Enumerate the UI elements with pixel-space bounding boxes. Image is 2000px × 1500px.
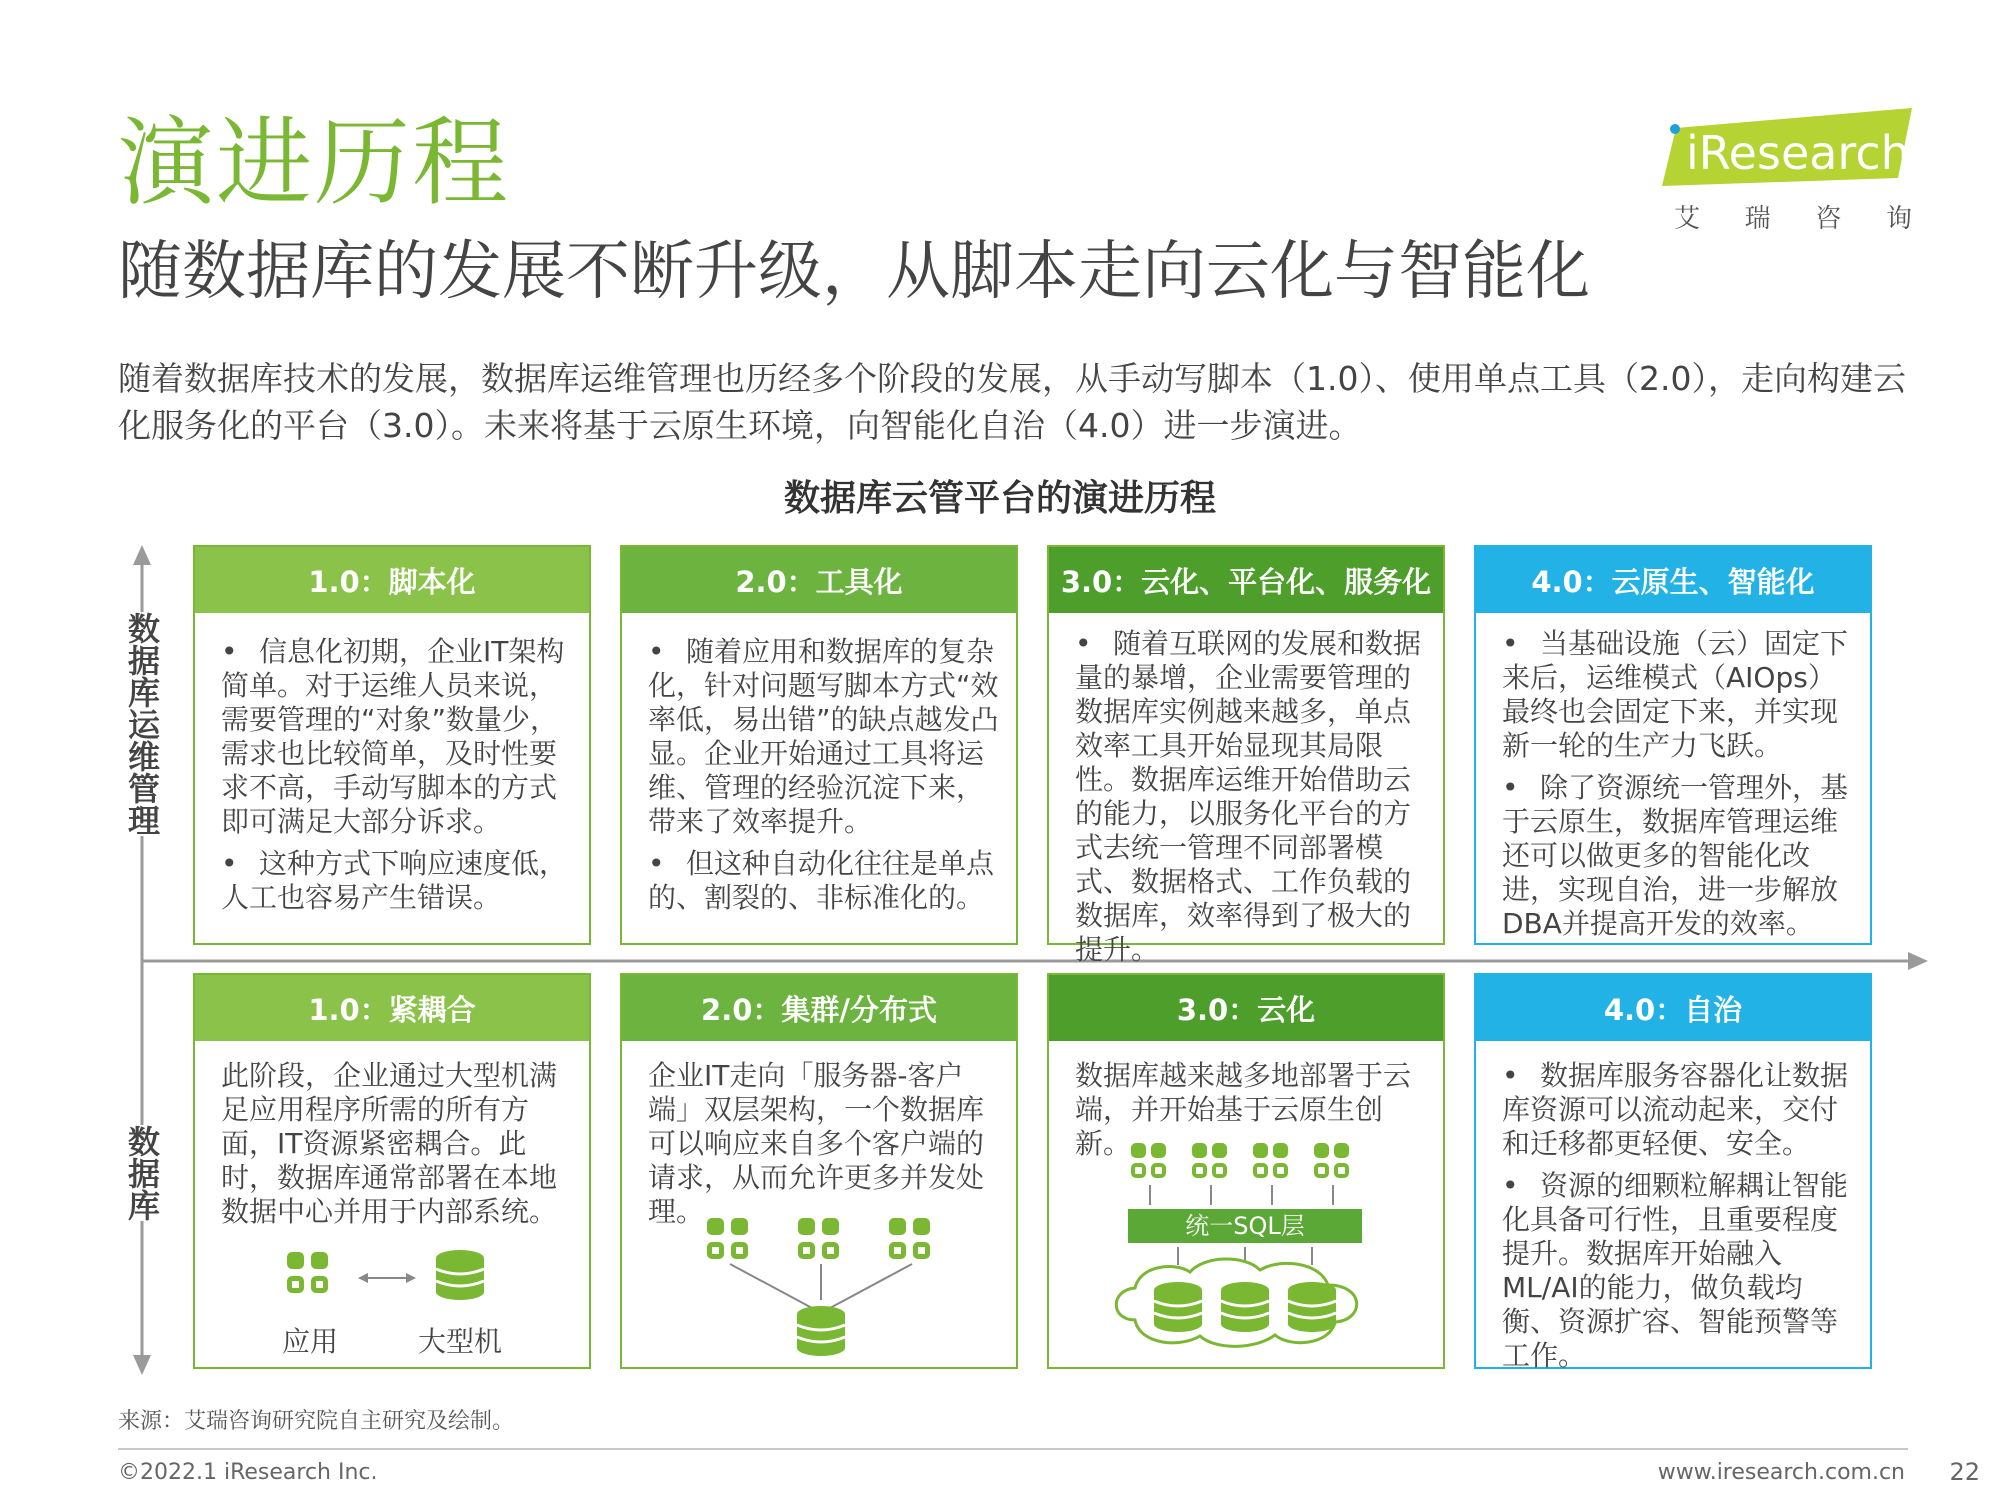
cloud-app-icon-1 (1131, 1143, 1169, 1181)
page-subtitle: 随数据库的发展不断升级，从脚本走向云化与智能化 (118, 235, 1590, 309)
sql-layer-bar: 统一SQL层 (1128, 1209, 1362, 1243)
ops-card-4-para-1: • 当基础设施（云）固定下来后，运维模式（AIOps）最终也会固定下来，并实现新一轮的生产力飞跃。 (1502, 627, 1856, 763)
cloud-app-icon-4 (1314, 1143, 1352, 1181)
db-card-4-title: 4.0：自治 (1476, 975, 1870, 1041)
client-server-lines (730, 1264, 912, 1308)
db-card-1-title: 1.0：紧耦合 (195, 975, 589, 1041)
ops-card-3-title: 3.0：云化、平台化、服务化 (1049, 547, 1443, 613)
cloud-database-icon-3 (1288, 1282, 1336, 1332)
copyright-text: ©2022.1 iResearch Inc. (118, 1460, 378, 1485)
logo-cn-char: 询 (1885, 204, 1912, 234)
cloud-database-icon-1 (1154, 1282, 1202, 1332)
cloud-app-icon-2 (1192, 1143, 1230, 1181)
db-card-3-para-1: 数据库越来越多地部署于云端，并开始基于云原生创新。 (1075, 1059, 1412, 1160)
page-number: 22 (1949, 1458, 1980, 1486)
ops-card-4-title: 4.0：云原生、智能化 (1476, 547, 1870, 613)
ops-card-3-para-1: • 随着互联网的发展和数据量的暴增，企业需要管理的数据库实例越来越多，单点效率工具开始显现其局限性。数据库运维开始借助云的能力，以服务化平台的方式去统一管理不同部署模式、数据格式、工作负载的数据库，效率得到了极大的提升。 (1075, 627, 1429, 967)
footer-divider (118, 1448, 1908, 1450)
db-card-2-title: 2.0：集群/分布式 (622, 975, 1016, 1041)
ops-card-2-para-1: • 随着应用和数据库的复杂化，针对问题写脚本方式“效率低，易出错”的缺点越发凸显。企业开始通过工具将运维、管理的经验沉淀下来，带来了效率提升。 (648, 635, 1002, 839)
db-card-2-para-1: 企业IT走向「服务器-客户端」双层架构，一个数据库可以响应来自多个客户端的请求，从而允许更多并发处理。 (648, 1059, 985, 1228)
app-mainframe-link (358, 1273, 416, 1283)
client-app-icon-3 (889, 1218, 935, 1264)
logo-brand-text: iResearch (1686, 126, 1910, 180)
mainframe-label: 大型机 (417, 1325, 502, 1358)
logo-cn-char: 咨 (1815, 204, 1842, 234)
axis-label-db-text: 数据库 (123, 1125, 161, 1221)
intro-text: 随着数据库技术的发展，数据库运维管理也历经多个阶段的发展，从手动写脚本（1.0）、使用单点工具（2.0），走向构建云化服务化的平台（3.0）。未来将基于云原生环境，向智能化自治（4.0）进一步演进。 (118, 359, 1906, 445)
ops-card-1-title: 1.0：脚本化 (195, 547, 589, 613)
cloud-database-icon-2 (1221, 1282, 1269, 1332)
ops-card-1-para-2: • 这种方式下响应速度低，人工也容易产生错误。 (221, 847, 575, 915)
page-title: 演进历程 (118, 107, 510, 219)
logo-cn-char: 瑞 (1744, 204, 1771, 234)
ops-card-2-para-2: • 但这种自动化往往是单点的、割裂的、非标准化的。 (648, 847, 1002, 915)
mainframe-database-icon (436, 1250, 484, 1300)
ops-card-2-title: 2.0：工具化 (622, 547, 1016, 613)
ops-card-1-para-1: • 信息化初期，企业IT架构简单。对于运维人员来说，需要管理的“对象”数量少，需求也比较简单，及时性要求不高，手动写脚本的方式即可满足大部分诉求。 (221, 635, 575, 839)
db-card-1-para-1: 此阶段，企业通过大型机满足应用程序所需的所有方面，IT资源紧密耦合。此时，数据库通常部署在本地数据中心并用于内部系统。 (221, 1059, 558, 1228)
ops-card-4-para-2: • 除了资源统一管理外，基于云原生，数据库管理运维还可以做更多的智能化改进，实现自治，进一步解放DBA并提高开发的效率。 (1502, 771, 1856, 941)
logo-cn-char: 艾 (1674, 204, 1701, 234)
website-link[interactable]: www.iresearch.com.cn (1657, 1460, 1905, 1485)
db-card-3-title: 3.0：云化 (1049, 975, 1443, 1041)
client-app-icon-2 (798, 1218, 844, 1264)
chart-title: 数据库云管平台的演进历程 (783, 478, 1216, 519)
app-label: 应用 (281, 1325, 338, 1358)
axis-label-ops-text: 数据库运维管理 (123, 612, 161, 836)
db-card-4-para-2: • 资源的细颗粒解耦让智能化具备可行性，且重要程度提升。数据库开始融入ML/AI的能力，做负载均衡、资源扩容、智能预警等工作。 (1502, 1169, 1856, 1373)
server-database-icon (797, 1306, 845, 1356)
app-icon (287, 1252, 333, 1298)
source-note: 来源：艾瑞咨询研究院自主研究及绘制。 (118, 1409, 515, 1434)
client-app-icon-1 (707, 1218, 753, 1264)
db-card-4-para-1: • 数据库服务容器化让数据库资源可以流动起来，交付和迁移都更轻便、安全。 (1502, 1059, 1856, 1161)
cloud-app-icon-3 (1253, 1143, 1291, 1181)
